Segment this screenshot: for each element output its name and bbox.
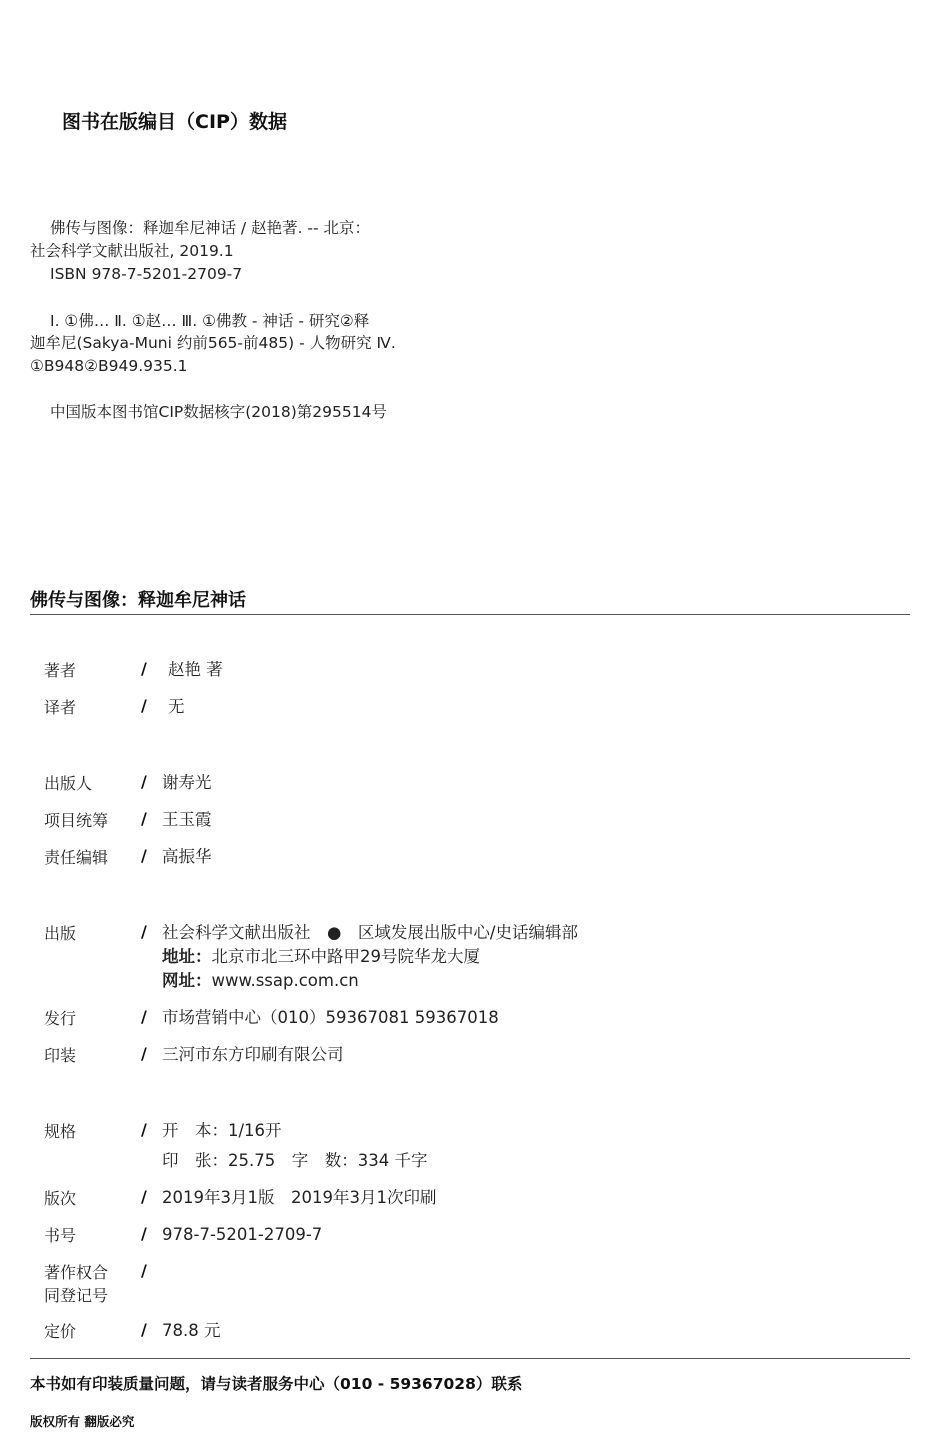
printing-value: 三河市东方印刷有限公司 — [162, 1045, 344, 1064]
spec-slash: / — [141, 1120, 147, 1139]
copyright-label-line-2: 同登记号 — [44, 1286, 109, 1305]
isbn-label: 书号 — [44, 1226, 77, 1245]
price-slash: / — [141, 1320, 147, 1339]
editor-label: 责任编辑 — [44, 848, 109, 867]
printing-label: 印装 — [44, 1046, 77, 1065]
cip-line-5: 迦牟尼(Sakya-Muni 约前565-前485) - 人物研究 Ⅳ. — [30, 334, 396, 352]
cip-line-3: ISBN 978-7-5201-2709-7 — [50, 265, 243, 283]
copyright-slash: / — [141, 1261, 147, 1280]
publisher-person-value: 谢寿光 — [162, 773, 212, 792]
address-value: 北京市北三环中路甲29号院华龙大厦 — [211, 947, 480, 966]
website-label: 网址： — [162, 971, 212, 990]
price-value: 78.8 元 — [162, 1321, 221, 1340]
cip-line-1: 佛传与图像：释迦牟尼神话 / 赵艳著. -- 北京： — [50, 219, 371, 237]
website-value: www.ssap.com.cn — [211, 971, 359, 990]
edition-label: 版次 — [44, 1189, 77, 1208]
title-divider — [30, 614, 910, 615]
cip-title: 图书在版编目（CIP）数据 — [62, 111, 287, 133]
footer-divider — [30, 1358, 910, 1359]
cip-line-7: 中国版本图书馆CIP数据核字(2018)第295514号 — [50, 403, 387, 421]
distribution-slash: / — [141, 1007, 147, 1026]
address-line — [162, 945, 480, 969]
address-label: 地址： — [162, 947, 212, 966]
coordinator-label: 项目统筹 — [44, 811, 109, 830]
publish-value: 社会科学文献出版社 ● 区域发展出版中心/史话编辑部 — [162, 923, 578, 942]
publisher-person-slash: / — [141, 772, 147, 791]
spec-line-1: 开 本：1/16开 — [162, 1121, 282, 1140]
translator-value: 无 — [168, 697, 185, 716]
author-slash: / — [141, 659, 147, 678]
copyright-label-line-1: 著作权合 — [44, 1263, 109, 1282]
edition-slash: / — [141, 1187, 147, 1206]
editor-slash: / — [141, 846, 147, 865]
translator-label: 译者 — [44, 698, 77, 717]
coordinator-slash: / — [141, 809, 147, 828]
coordinator-value: 王玉霞 — [162, 810, 212, 829]
price-label: 定价 — [44, 1322, 77, 1341]
edition-value: 2019年3月1版 2019年3月1次印刷 — [162, 1188, 437, 1207]
author-value: 赵艳 著 — [168, 660, 223, 679]
rights-notice: 版权所有 翻版必究 — [30, 1414, 135, 1429]
publish-label: 出版 — [44, 924, 77, 943]
isbn-slash: / — [141, 1224, 147, 1243]
cip-line-4: Ⅰ. ①佛… Ⅱ. ①赵… Ⅲ. ①佛教 - 神话 - 研究②释 — [50, 312, 370, 330]
isbn-value: 978-7-5201-2709-7 — [162, 1225, 323, 1244]
publish-slash: / — [141, 922, 147, 941]
cip-line-2: 社会科学文献出版社, 2019.1 — [30, 242, 234, 260]
spec-line-2: 印 张：25.75 字 数：334 千字 — [162, 1151, 428, 1170]
printing-slash: / — [141, 1044, 147, 1063]
publisher-person-label: 出版人 — [44, 774, 93, 793]
quality-notice: 本书如有印装质量问题，请与读者服务中心（010 - 59367028）联系 — [30, 1375, 523, 1393]
distribution-value: 市场营销中心（010）59367081 59367018 — [162, 1008, 499, 1027]
spec-label: 规格 — [44, 1122, 77, 1141]
translator-slash: / — [141, 696, 147, 715]
website-line — [162, 969, 359, 993]
author-label: 著者 — [44, 661, 77, 680]
editor-value: 高振华 — [162, 847, 212, 866]
book-title: 佛传与图像：释迦牟尼神话 — [30, 590, 246, 611]
distribution-label: 发行 — [44, 1009, 77, 1028]
cip-line-6: ①B948②B949.935.1 — [30, 357, 188, 375]
